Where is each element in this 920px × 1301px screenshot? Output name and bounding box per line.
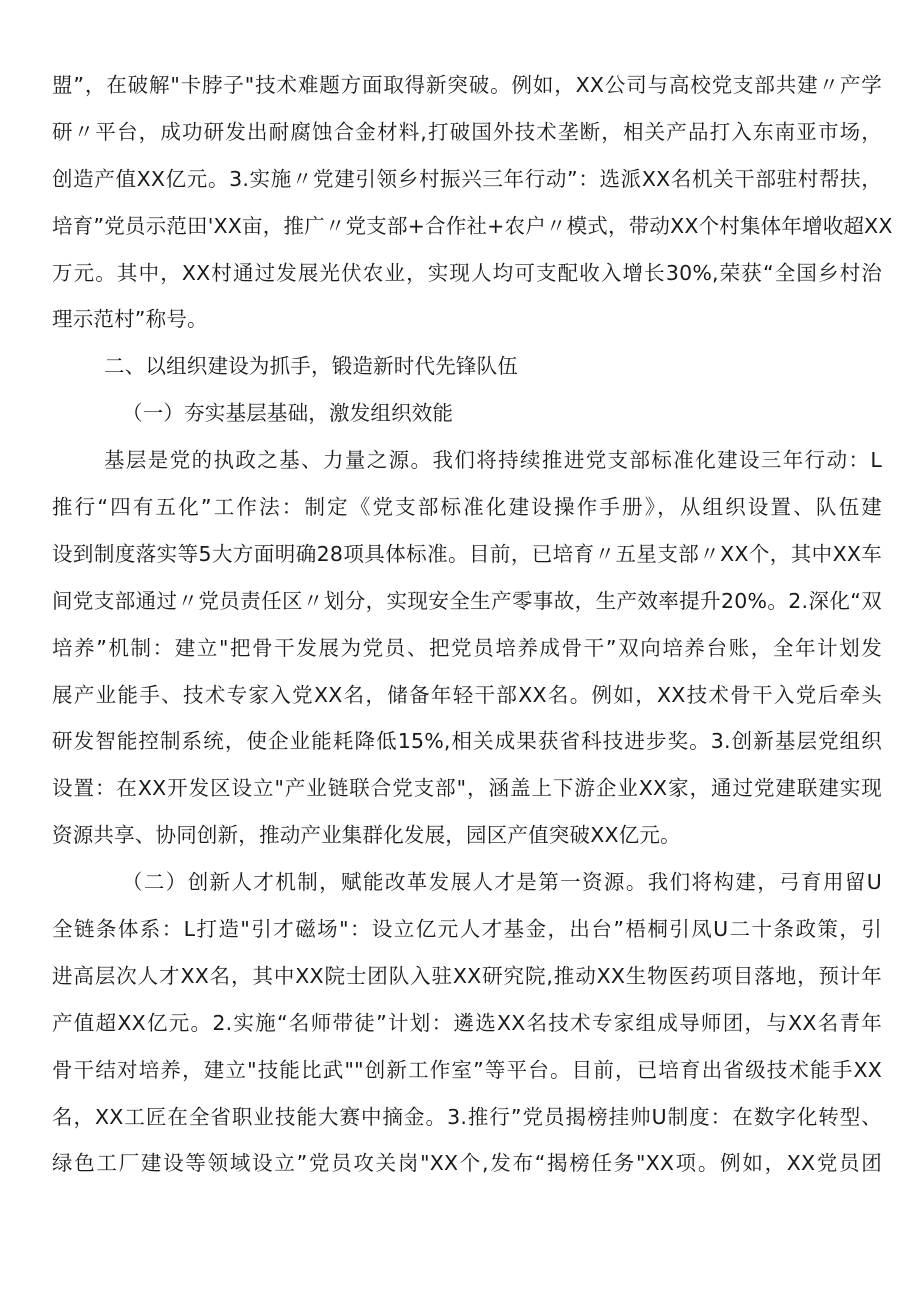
text-line: 创造产值XX亿元。3.实施〃党建引领乡村振兴三年行动”：选派XX名机关干部驻村帮扶， — [52, 166, 882, 191]
text-line: 研发智能控制系统，使企业能耗降低15%,相关成果获省科技进步奖。3.创新基层党组织 — [52, 729, 882, 754]
text-line: 培养”机制：建立"把骨干发展为党员、把党员培养成骨干”双向培养台账，全年计划发 — [52, 635, 882, 660]
section-heading: 二、以组织建设为抓手，锻造新时代先锋队伍 — [104, 354, 518, 379]
text-line: 展产业能手、技术专家入党XX名，储备年轻干部XX名。例如，XX技术骨干入党后牵头 — [52, 682, 882, 707]
text-line: 绿色工厂建设等领域设立”党员攻关岗"XX个,发布“揭榜任务"XX项。例如，XX党员团 — [52, 1151, 882, 1176]
text-line: 间党支部通过〃党员责任区〃划分，实现安全生产零事故，生产效率提升20%。2.深化“双 — [52, 588, 882, 613]
text-line: 万元。其中，XX村通过发展光伏农业，实现人均可支配收入增长30%,荣获“全国乡村治 — [52, 260, 882, 285]
text-line: 名，XX工匠在全省职业技能大赛中摘金。3.推行”党员揭榜挂帅U制度：在数字化转型、 — [52, 1104, 882, 1129]
text-line: 全链条体系：L打造"引才磁场"：设立亿元人才基金，出台”梧桐引凤U二十条政策，引 — [52, 917, 882, 942]
text-line: 产值超XX亿元。2.实施“名师带徒”计划：遴选XX名技术专家组成导师团，与XX名青年 — [52, 1010, 882, 1035]
text-line: 推行“四有五化”工作法：制定《党支部标准化建设操作手册》，从组织设置、队伍建 — [52, 495, 882, 520]
text-line: 设到制度落实等5大方面明确28项具体标准。目前，已培育〃五星支部〃XX个，其中XX车 — [52, 541, 882, 566]
text-line: 理示范村”称号。 — [52, 307, 208, 332]
text-line: 骨干结对培养，建立"技能比武""创新工作室”等平台。目前，已培育出省级技术能手XX — [52, 1057, 882, 1082]
text-line: 资源共享、协同创新，推动产业集群化发展，园区产值突破XX亿元。 — [52, 823, 681, 848]
text-line: 设置：在XX开发区设立"产业链联合党支部"，涵盖上下游企业XX家，通过党建联建实现 — [52, 776, 882, 801]
subsection-heading: （二）创新人才机制，赋能改革发展人才是第一资源。我们将构建，弓育用留U — [122, 870, 882, 895]
document-body — [52, 62, 893, 1187]
text-line: 研〃平台，成功研发出耐腐蚀合金材料,打破国外技术垄断，相关产品打入东南亚市场， — [52, 119, 882, 144]
text-line: 盟”，在破解"卡脖子"技术难题方面取得新突破。例如，XX公司与高校党支部共建〃产学 — [52, 73, 882, 97]
text-line: 基层是党的执政之基、力量之源。我们将持续推进党支部标准化建设三年行动：L — [104, 448, 882, 473]
text-line: 培育”党员示范田'XX亩，推广〃党支部+合作社+农户〃模式，带动XX个村集体年增收超XX — [52, 213, 893, 238]
text-line: 进高层次人才XX名，其中XX院士团队入驻XX研究院,推动XX生物医药项目落地，预计年 — [52, 963, 882, 988]
subsection-heading: （一）夯实基层基础，激发组织效能 — [122, 401, 454, 426]
